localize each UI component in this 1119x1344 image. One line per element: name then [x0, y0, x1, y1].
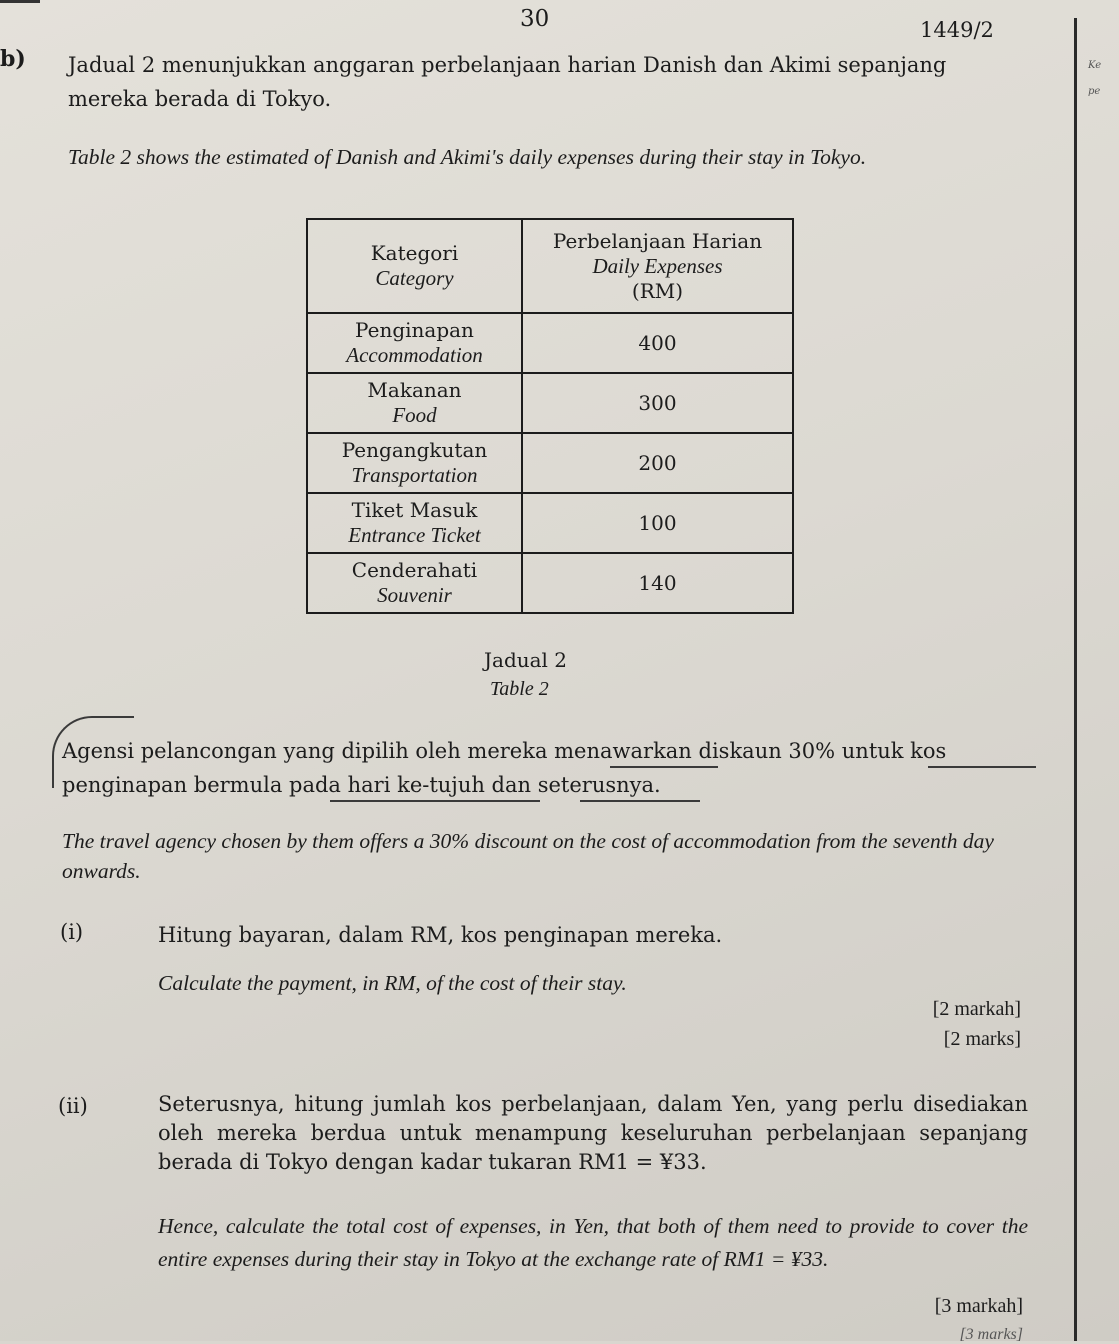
- top-left-rule: [0, 0, 40, 3]
- expense-value: 400: [522, 313, 793, 373]
- pencil-underline: [928, 766, 1036, 768]
- expenses-table: [306, 218, 794, 614]
- part-ii-marks-en: [3 marks]: [959, 1326, 1023, 1343]
- category-cell: [307, 433, 522, 493]
- part-i-marks-ms: [2 markah]: [932, 998, 1021, 1020]
- category-en: Accommodation: [346, 343, 483, 367]
- category-ms: Tiket Masuk: [351, 498, 478, 522]
- intro-english: Table 2 shows the estimated of Danish and Akimi's daily expenses during their stay in Tokyo.: [68, 145, 867, 169]
- margin-note: Ke: [1088, 60, 1102, 71]
- part-i-malay: Hitung bayaran, dalam RM, kos penginapan mereka.: [158, 923, 723, 947]
- pencil-underline: [580, 800, 700, 802]
- category-en: Entrance Ticket: [348, 523, 481, 547]
- part-i-english: Calculate the payment, in RM, of the cost of their stay.: [158, 971, 627, 995]
- category-en: Souvenir: [377, 583, 452, 607]
- table-row: [307, 493, 793, 553]
- header-expenses-en: Daily Expenses: [592, 253, 723, 278]
- table-row: [307, 553, 793, 613]
- part-ii-english: Hence, calculate the total cost of expenses, in Yen, that both of them need to provide to cover the entire expenses during their stay in Tokyo at the exchange rate of RM1 = ¥33.: [158, 1214, 1028, 1271]
- header-category-ms: Kategori: [370, 241, 459, 265]
- table-row: [307, 313, 793, 373]
- part-ii-number: (ii): [58, 1094, 88, 1118]
- part-i-marks-en: [2 marks]: [943, 1028, 1021, 1050]
- pencil-underline: [610, 766, 718, 768]
- page-number: 30: [520, 6, 550, 32]
- pencil-underline: [330, 800, 540, 802]
- category-cell: [307, 373, 522, 433]
- question-label: b): [0, 46, 26, 72]
- expense-value: 100: [522, 493, 793, 553]
- margin-rule: [1074, 18, 1077, 1341]
- agency-malay: Agensi pelancongan yang dipilih oleh mereka menawarkan diskaun 30% untuk kos penginapan bermula pada hari ke-tujuh dan seterusnya.: [62, 739, 947, 797]
- header-category-en: Category: [375, 266, 454, 290]
- header-expenses-ms: Perbelanjaan Harian: [552, 228, 763, 253]
- part-i-number: (i): [60, 920, 84, 944]
- expense-value: 200: [522, 433, 793, 493]
- part-ii-marks-ms: [3 markah]: [934, 1295, 1023, 1317]
- table-caption-en: Table 2: [490, 678, 549, 700]
- category-ms: Penginapan: [355, 318, 474, 342]
- category-en: Food: [392, 403, 437, 427]
- paper-code: 1449/2: [920, 18, 994, 42]
- category-cell: [307, 553, 522, 613]
- intro-malay: Jadual 2 menunjukkan anggaran perbelanjaan harian Danish dan Akimi sepanjang mereka berada di Tokyo.: [68, 53, 947, 111]
- table-row: [307, 373, 793, 433]
- category-cell: [307, 313, 522, 373]
- header-daily-expenses: [522, 219, 793, 313]
- agency-english: The travel agency chosen by them offers a 30% discount on the cost of accommodation from the seventh day onwards.: [62, 829, 994, 883]
- margin-note: pe: [1088, 86, 1101, 97]
- table-caption-ms: Jadual 2: [484, 648, 568, 672]
- table-header-row: [307, 219, 793, 313]
- category-ms: Cenderahati: [351, 558, 478, 582]
- category-ms: Makanan: [367, 378, 462, 402]
- header-category: [307, 219, 522, 313]
- category-en: Transportation: [351, 463, 478, 487]
- category-ms: Pengangkutan: [341, 438, 488, 462]
- expense-value: 300: [522, 373, 793, 433]
- header-expenses-unit: (RM): [631, 278, 684, 303]
- part-ii-malay: Seterusnya, hitung jumlah kos perbelanjaan, dalam Yen, yang perlu disediakan oleh mereka berdua untuk menampung keseluruhan perbelanjaan sepanjang berada di Tokyo dengan kadar tukaran RM1 = ¥33.: [158, 1092, 1028, 1174]
- table-row: [307, 433, 793, 493]
- category-cell: [307, 493, 522, 553]
- expense-value: 140: [522, 553, 793, 613]
